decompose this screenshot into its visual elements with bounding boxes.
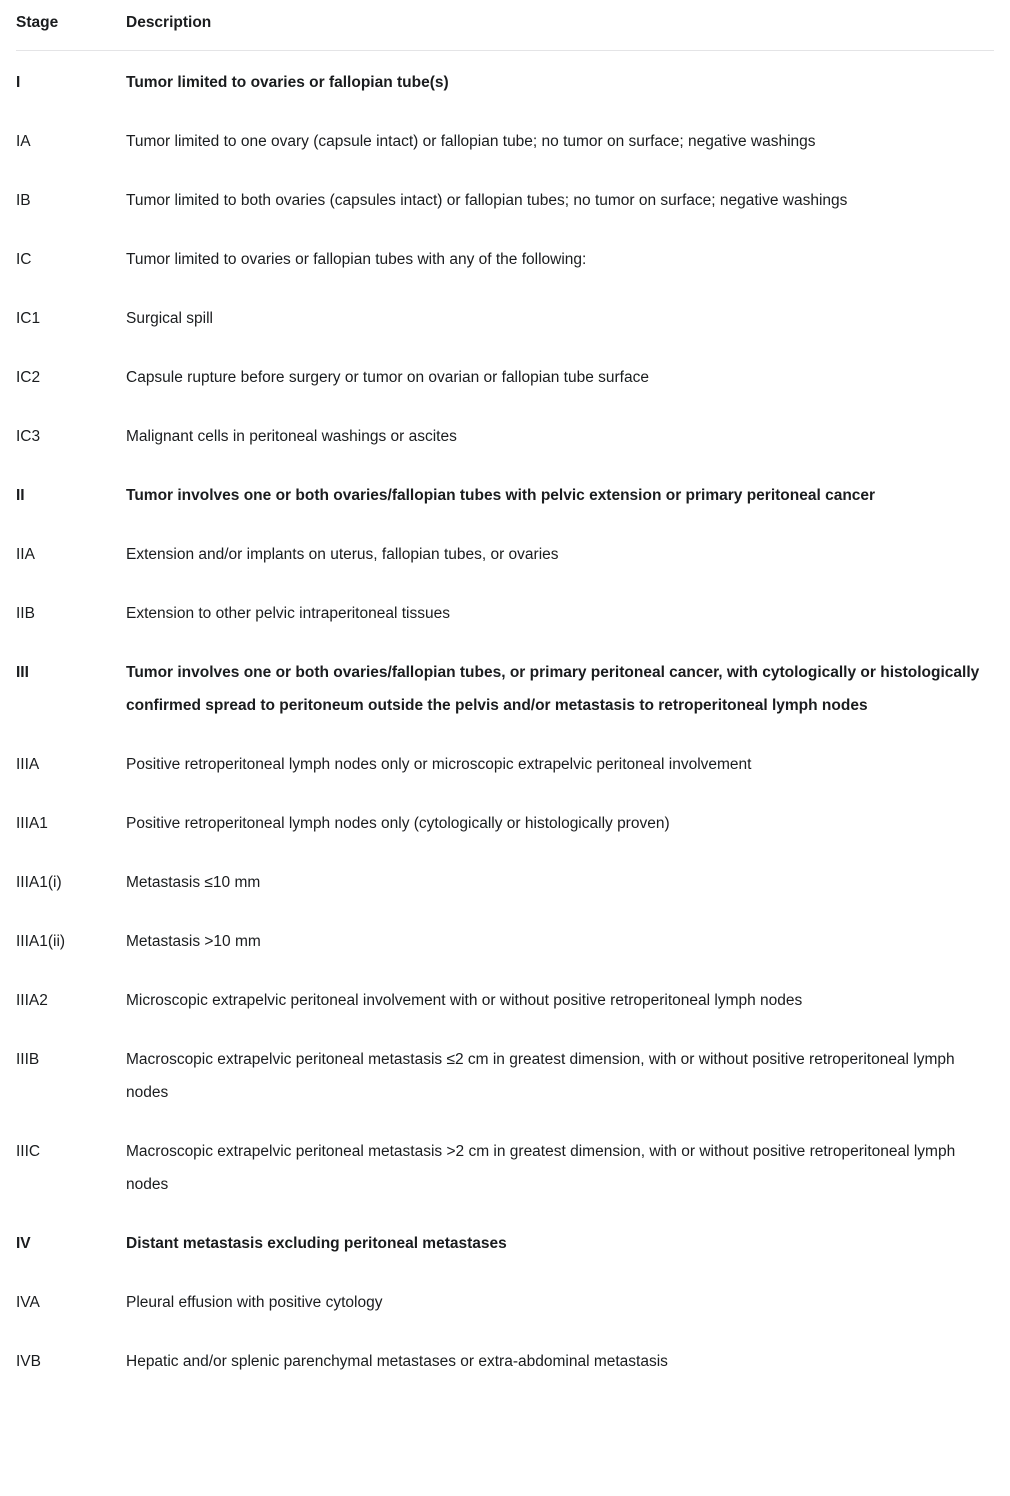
description-cell: Tumor limited to ovaries or fallopian tube(s) bbox=[126, 74, 449, 91]
table-row bbox=[16, 230, 994, 289]
table-row bbox=[16, 1273, 994, 1332]
table-row bbox=[16, 643, 994, 735]
table-row bbox=[16, 348, 994, 407]
description-cell: Macroscopic extrapelvic peritoneal metastasis >2 cm in greatest dimension, with or without positive retroperitoneal lymph nodes bbox=[126, 1143, 956, 1193]
stage-cell: I bbox=[16, 74, 21, 91]
stage-cell: IIIA1(i) bbox=[16, 874, 62, 891]
description-cell: Extension and/or implants on uterus, fallopian tubes, or ovaries bbox=[126, 546, 559, 563]
table-row bbox=[16, 971, 994, 1030]
stage-cell: II bbox=[16, 487, 25, 504]
description-cell: Tumor involves one or both ovaries/fallopian tubes with pelvic extension or primary peritoneal cancer bbox=[126, 487, 876, 504]
description-cell: Metastasis ≤10 mm bbox=[126, 874, 261, 891]
stage-cell: IC1 bbox=[16, 310, 41, 327]
table-row bbox=[16, 53, 994, 112]
stage-cell: III bbox=[16, 664, 29, 681]
description-cell: Metastasis >10 mm bbox=[126, 933, 261, 950]
description-cell: Positive retroperitoneal lymph nodes only or microscopic extrapelvic peritoneal involvement bbox=[126, 756, 752, 773]
description-cell: Surgical spill bbox=[126, 310, 214, 327]
table-row bbox=[16, 407, 994, 466]
stage-cell: IC bbox=[16, 251, 32, 268]
description-cell: Tumor limited to ovaries or fallopian tubes with any of the following: bbox=[126, 251, 587, 268]
description-cell: Tumor limited to one ovary (capsule intact) or fallopian tube; no tumor on surface; negative washings bbox=[126, 133, 816, 150]
description-cell: Tumor involves one or both ovaries/fallopian tubes, or primary peritoneal cancer, with cytologically or histologically confirmed spread to peritoneum outside the pelvis and/or metastasis to retroperitoneal lymph nodes bbox=[126, 664, 980, 714]
description-cell: Distant metastasis excluding peritoneal metastases bbox=[126, 1235, 507, 1252]
table-row bbox=[16, 112, 994, 171]
stage-cell: IIB bbox=[16, 605, 35, 622]
description-cell: Capsule rupture before surgery or tumor on ovarian or fallopian tube surface bbox=[126, 369, 649, 386]
table-row bbox=[16, 525, 994, 584]
stage-cell: IIIA1(ii) bbox=[16, 933, 66, 950]
table-row bbox=[16, 1030, 994, 1122]
table-row bbox=[16, 1332, 994, 1391]
table-row bbox=[16, 1122, 994, 1214]
description-cell: Microscopic extrapelvic peritoneal involvement with or without positive retroperitoneal lymph nodes bbox=[126, 992, 803, 1009]
stage-cell: IIA bbox=[16, 546, 35, 563]
table-row bbox=[16, 1214, 994, 1273]
table-row bbox=[16, 853, 994, 912]
table-header-row bbox=[16, 6, 994, 51]
stage-cell: IVB bbox=[16, 1353, 41, 1370]
description-column-header: Description bbox=[126, 14, 212, 31]
stage-cell: IA bbox=[16, 133, 31, 150]
description-cell: Tumor limited to both ovaries (capsules intact) or fallopian tubes; no tumor on surface; negative washings bbox=[126, 192, 848, 209]
stage-cell: IIIA2 bbox=[16, 992, 48, 1009]
stage-cell: IIIA bbox=[16, 756, 40, 773]
stage-cell: IC2 bbox=[16, 369, 41, 386]
table-row bbox=[16, 466, 994, 525]
stage-cell: IIIC bbox=[16, 1143, 41, 1160]
stage-cell: IB bbox=[16, 192, 31, 209]
table-body bbox=[16, 51, 994, 1391]
table-row bbox=[16, 171, 994, 230]
description-cell: Malignant cells in peritoneal washings or ascites bbox=[126, 428, 457, 445]
stage-cell: IC3 bbox=[16, 428, 41, 445]
stage-cell: IIIB bbox=[16, 1051, 40, 1068]
table-row bbox=[16, 735, 994, 794]
stage-column-header: Stage bbox=[16, 14, 59, 31]
description-cell: Extension to other pelvic intraperitoneal tissues bbox=[126, 605, 450, 622]
stage-cell: IVA bbox=[16, 1294, 40, 1311]
stage-cell: IIIA1 bbox=[16, 815, 48, 832]
description-cell: Macroscopic extrapelvic peritoneal metastasis ≤2 cm in greatest dimension, with or without positive retroperitoneal lymph nodes bbox=[126, 1051, 955, 1101]
table-row bbox=[16, 794, 994, 853]
description-cell: Pleural effusion with positive cytology bbox=[126, 1294, 383, 1311]
stage-cell: IV bbox=[16, 1235, 31, 1252]
description-cell: Hepatic and/or splenic parenchymal metastases or extra-abdominal metastasis bbox=[126, 1353, 668, 1370]
description-cell: Positive retroperitoneal lymph nodes only (cytologically or histologically proven) bbox=[126, 815, 670, 832]
table-row bbox=[16, 584, 994, 643]
table-row bbox=[16, 289, 994, 348]
table-row bbox=[16, 912, 994, 971]
